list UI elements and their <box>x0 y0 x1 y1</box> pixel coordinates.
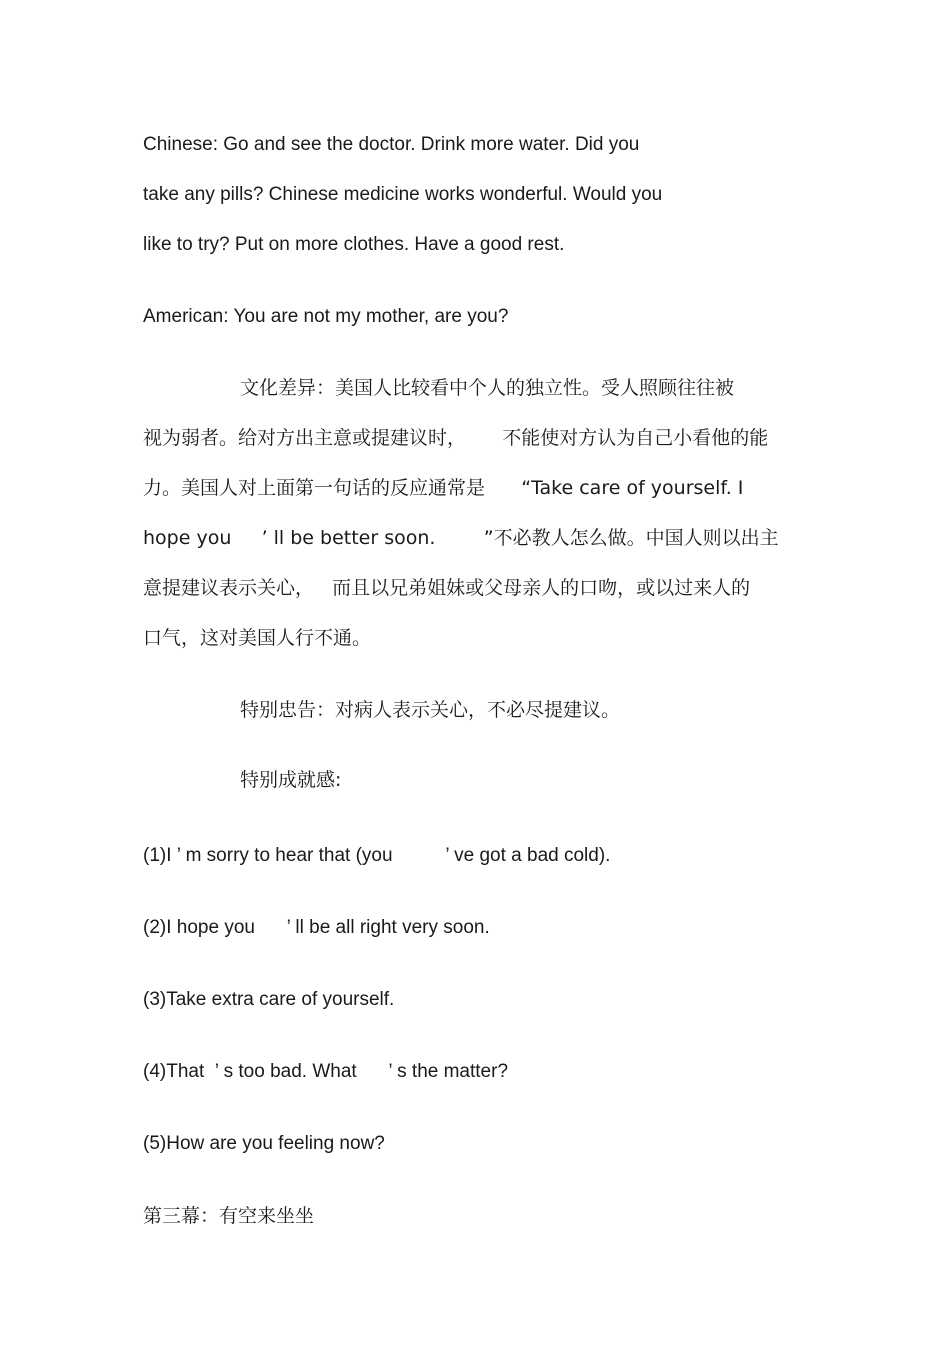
culture-note-line-3: 力。美国人对上面第一句话的反应通常是 “Take care of yourself. I <box>143 477 744 499</box>
special-advice: 特别忠告：对病人表示关心，不必尽提建议。 <box>240 699 621 721</box>
phrase-item-3: (3)Take extra care of yourself. <box>143 989 395 1010</box>
culture-note-line-2: 视为弱者。给对方出主意或提建议时， 不能使对方认为自己小看他的能 <box>143 427 769 449</box>
culture-note-line-5: 意提建议表示关心， 而且以兄弟姐妹或父母亲人的口吻，或以过来人的 <box>143 577 751 599</box>
phrase-item-1: (1)I ’ m sorry to hear that (you ’ ve got a bad cold). <box>143 845 611 866</box>
scene-title: 第三幕：有空来坐坐 <box>143 1205 315 1227</box>
achievement-heading: 特别成就感: <box>240 769 342 791</box>
dialogue-american-line: American: You are not my mother, are you? <box>143 306 509 327</box>
dialogue-chinese-line-3: like to try? Put on more clothes. Have a good rest. <box>143 234 565 255</box>
culture-note-line-1: 文化差异：美国人比较看中个人的独立性。受人照顾往往被 <box>240 377 735 399</box>
dialogue-chinese-line-2: take any pills? Chinese medicine works wonderful. Would you <box>143 184 663 205</box>
phrase-item-5: (5)How are you feeling now? <box>143 1133 385 1154</box>
culture-note-line-6: 口气，这对美国人行不通。 <box>143 627 372 649</box>
phrase-item-4: (4)That ’ s too bad. What ’ s the matter? <box>143 1061 509 1082</box>
dialogue-chinese-line-1: Chinese: Go and see the doctor. Drink more water. Did you <box>143 134 640 155</box>
culture-note-line-4: hope you ’ ll be better soon. ”不必教人怎么做。中国人则以出主 <box>143 527 779 549</box>
phrase-item-2: (2)I hope you ’ ll be all right very soon. <box>143 917 490 938</box>
